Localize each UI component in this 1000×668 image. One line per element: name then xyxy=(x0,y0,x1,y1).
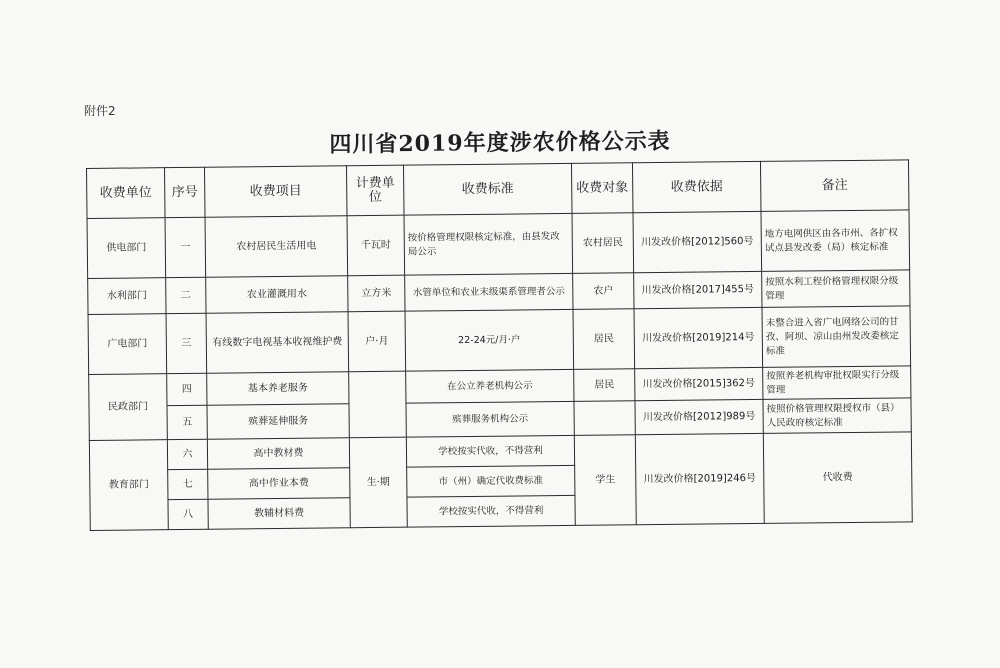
header-measure: 计费单位 xyxy=(346,165,404,216)
header-seq: 序号 xyxy=(165,167,206,217)
header-target: 收费对象 xyxy=(571,163,633,214)
cell-measure: 立方米 xyxy=(348,275,405,312)
cell-standard: 22-24元/月·户 xyxy=(405,309,574,371)
cell-standard: 殡葬服务机构公示 xyxy=(406,401,574,437)
attachment-label: 附件2 xyxy=(84,104,116,118)
header-standard: 收费标准 xyxy=(403,163,572,215)
price-table xyxy=(86,159,913,531)
cell-measure-empty xyxy=(349,371,407,438)
cell-unit: 供电部门 xyxy=(87,218,166,279)
cell-basis: 川发改价格[2015]362号 xyxy=(635,367,763,400)
header-basis: 收费依据 xyxy=(632,161,761,212)
cell-item: 农村居民生活用电 xyxy=(205,216,348,277)
cell-standard: 水管单位和农业末级渠系管理者公示 xyxy=(405,273,573,311)
cell-standard: 学校按实代收，不得营利 xyxy=(406,435,574,467)
cell-measure: 千瓦时 xyxy=(347,215,405,276)
cell-target-empty xyxy=(574,401,635,436)
header-unit: 收费单位 xyxy=(87,168,166,219)
cell-unit: 民政部门 xyxy=(89,374,168,441)
table-row xyxy=(87,210,910,279)
cell-basis: 川发改价格[2019]246号 xyxy=(635,433,764,524)
cell-unit: 广电部门 xyxy=(88,314,167,375)
cell-seq: 七 xyxy=(168,469,208,499)
table-row xyxy=(88,306,911,375)
cell-seq: 五 xyxy=(167,405,207,439)
cell-basis: 川发改价格[2012]560号 xyxy=(633,211,762,272)
cell-remark: 代收费 xyxy=(763,432,912,524)
cell-seq: 六 xyxy=(167,439,207,469)
cell-seq: 八 xyxy=(168,499,208,529)
header-item: 收费项目 xyxy=(204,166,347,217)
cell-seq: 二 xyxy=(166,277,206,313)
page-title: 四川省2019年度涉农价格公示表 xyxy=(329,128,671,158)
cell-remark: 地方电网供区由各市州、各扩权试点县发改委（局）核定标准 xyxy=(761,210,910,272)
price-table-container xyxy=(86,159,913,531)
cell-target: 学生 xyxy=(574,435,636,526)
cell-item: 农业灌溉用水 xyxy=(206,276,348,313)
cell-target: 居民 xyxy=(573,309,635,370)
header-row xyxy=(87,160,909,219)
cell-standard: 市（州）确定代收费标准 xyxy=(407,465,575,497)
cell-remark: 按照价格管理权限授权市（县）人民政府核定标准 xyxy=(763,398,911,434)
cell-item: 教辅材料费 xyxy=(208,498,350,529)
cell-remark: 按照养老机构审批权限实行分级管理 xyxy=(763,366,911,400)
cell-target: 农村居民 xyxy=(572,213,634,274)
cell-seq: 三 xyxy=(166,313,207,373)
cell-standard: 按价格管理权限核定标准，由县发改局公示 xyxy=(404,213,573,275)
cell-item: 基本养老服务 xyxy=(207,372,349,405)
cell-target: 农户 xyxy=(573,273,634,310)
cell-item: 高中教材费 xyxy=(207,438,349,469)
cell-seq: 一 xyxy=(165,217,206,277)
cell-seq: 四 xyxy=(167,373,207,405)
cell-standard: 在公立养老机构公示 xyxy=(406,369,574,403)
cell-basis: 川发改价格[2012]989号 xyxy=(635,399,763,434)
cell-standard: 学校按实代收，不得营利 xyxy=(407,495,575,527)
cell-item: 高中作业本费 xyxy=(208,468,350,499)
cell-basis: 川发改价格[2019]214号 xyxy=(634,307,763,368)
cell-item: 殡葬延伸服务 xyxy=(207,404,349,439)
cell-unit: 教育部门 xyxy=(89,440,168,531)
cell-remark: 按照水利工程价格管理权限分级管理 xyxy=(762,270,910,308)
cell-target: 居民 xyxy=(574,369,635,402)
header-remark: 备注 xyxy=(760,160,909,212)
cell-measure: 生·期 xyxy=(349,437,407,528)
cell-unit: 水利部门 xyxy=(88,278,166,315)
cell-basis: 川发改价格[2017]455号 xyxy=(634,271,762,308)
cell-measure: 户·月 xyxy=(348,311,406,372)
cell-remark: 未整合进入省广电网络公司的甘孜、阿坝、凉山由州发改委核定标准 xyxy=(762,306,911,368)
cell-item: 有线数字电视基本收视维护费 xyxy=(206,312,349,373)
